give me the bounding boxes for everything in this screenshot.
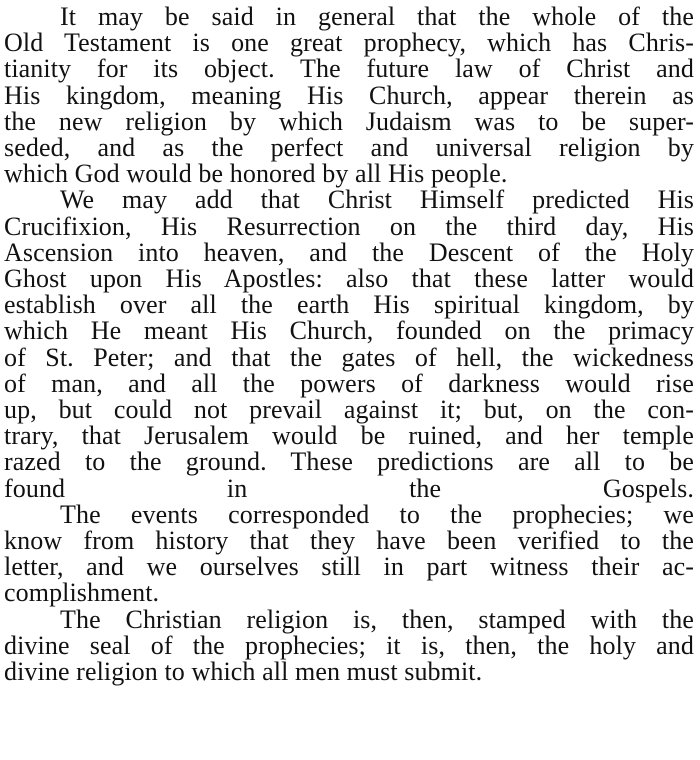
text-line: Crucifixion, His Resurrection on the third day, His: [4, 211, 694, 241]
text-line: The Christian religion is, then, stamped with the: [60, 604, 694, 634]
text-line: letter, and we ourselves still in part witness their ac-: [4, 552, 694, 582]
text-line: Ascension into heaven, and the Descent of the Holy: [4, 237, 694, 267]
text-line: razed to the ground. These predictions are all to be: [4, 447, 694, 477]
text-line: trary, that Jerusalem would be ruined, and her temple: [4, 421, 694, 451]
paragraph-2: [4, 187, 694, 501]
paragraph-4: [4, 604, 694, 687]
text-line: the new religion by which Judaism was to be super-: [4, 106, 694, 136]
text-line: found in the Gospels.: [4, 473, 694, 503]
text-line: The events corresponded to the prophecies; we: [60, 499, 694, 529]
text-line: We may add that Christ Himself predicted His: [60, 185, 694, 215]
text-line: His kingdom, meaning His Church, appear therein as: [4, 80, 694, 110]
text-line: which He meant His Church, founded on the primacy: [4, 316, 694, 346]
text-line: establish over all the earth His spiritual kingdom, by: [4, 290, 694, 320]
text-line: up, but could not prevail against it; but, on the con-: [4, 395, 694, 425]
text-line: seded, and as the perfect and universal religion by: [4, 133, 694, 163]
paragraph-3: [4, 499, 694, 608]
text-line: of St. Peter; and that the gates of hell, the wickedness: [4, 342, 694, 372]
text-line: of man, and all the powers of darkness would rise: [4, 368, 694, 398]
paragraph-1: [4, 4, 694, 187]
text-line: It may be said in general that the whole of the: [60, 2, 694, 31]
text-line: complishment.: [4, 578, 160, 608]
text-line: divine seal of the prophecies; it is, then, the holy and: [4, 630, 694, 660]
text-line: Old Testament is one great prophecy, which has Chris-: [4, 28, 694, 58]
text-line: divine religion to which all men must submit.: [4, 657, 483, 687]
text-line: tianity for its object. The future law of Christ and: [4, 54, 694, 84]
text-line: which God would be honored by all His people.: [4, 159, 508, 189]
text-line: know from history that they have been verified to the: [4, 526, 694, 556]
text-line: Ghost upon His Apostles: also that these latter would: [4, 264, 694, 294]
